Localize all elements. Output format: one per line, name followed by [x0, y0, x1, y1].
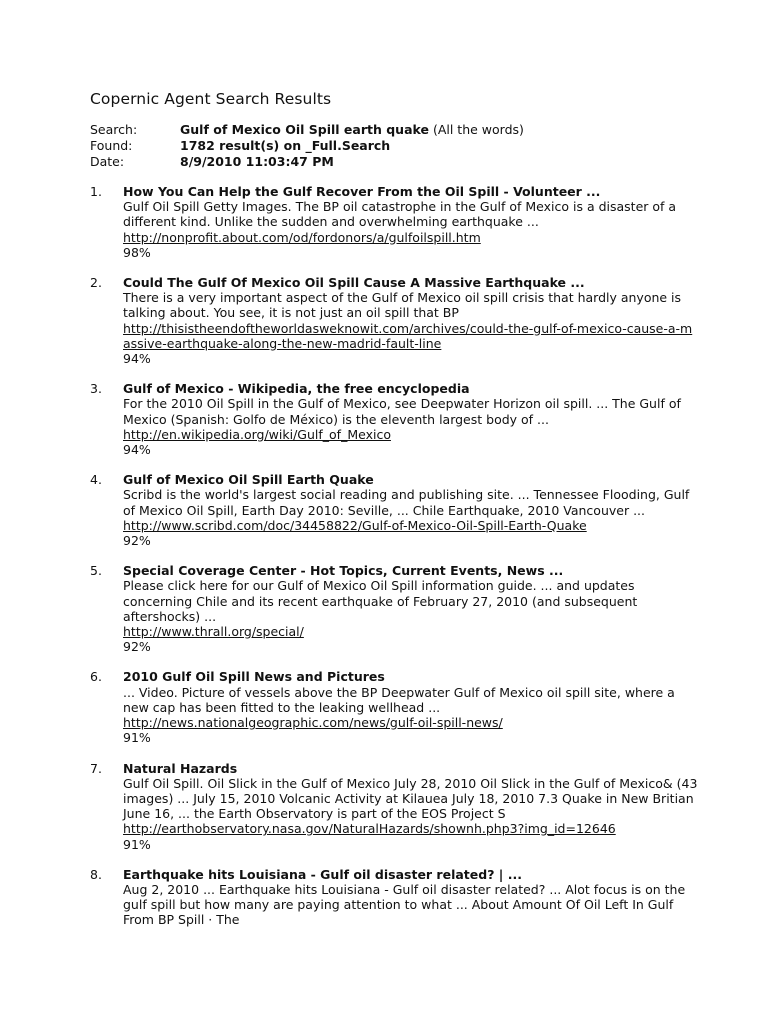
result-number: 3. [90, 381, 102, 397]
result-snippet: Scribd is the world's largest social reading and publishing site. ... Tennessee Flooding, Gulf of Mexico Oil Spill, Earth Day 2010: Seville, ... Chile Earthquake, 2010 Vancouver ... [123, 487, 690, 518]
result-item [90, 669, 698, 745]
result-body [123, 761, 698, 852]
result-url-link[interactable]: http://thisistheendoftheworldasweknowit.com/archives/could-the-gulf-of-mexico-cause-a-massive-earthquake-along-the-new-madrid-fault-line [123, 320, 693, 351]
result-score: 98% [123, 244, 151, 260]
result-item [90, 867, 698, 928]
result-body [123, 563, 698, 654]
result-number: 7. [90, 760, 102, 776]
meta-row-search [90, 122, 698, 138]
result-snippet: Gulf Oil Spill Getty Images. The BP oil catastrophe in the Gulf of Mexico is a disaster of a different kind. Unlike the sudden and overwhelming earthquake ... [123, 199, 677, 230]
result-number: 1. [90, 184, 102, 199]
result-item [90, 381, 698, 457]
result-number: 8. [90, 866, 102, 882]
result-url-link[interactable]: http://en.wikipedia.org/wiki/Gulf_of_Mexico [123, 426, 391, 442]
found-label: Found: [90, 138, 133, 153]
date-label: Date: [90, 154, 125, 169]
result-body [123, 472, 698, 548]
search-mode: (All the words) [432, 122, 524, 137]
result-url-link[interactable]: http://nonprofit.about.com/od/fordonors/a/gulfoilspill.htm [123, 229, 481, 245]
result-title: Earthquake hits Louisiana - Gulf oil disaster related? | ... [123, 866, 522, 882]
result-item [90, 761, 698, 852]
result-score: 92% [123, 639, 151, 655]
result-title: Gulf of Mexico Oil Spill Earth Quake [123, 472, 374, 488]
result-score: 94% [123, 442, 151, 458]
result-snippet: Gulf Oil Spill. Oil Slick in the Gulf of Mexico July 28, 2010 Oil Slick in the Gulf of Mexico& (43 images) ... July 15, 2010 Volcanic Activity at Kilauea July 18, 2010 7.3 Quake in New Britian June 16, ... the Earth Observatory is part of the EOS Project S [123, 775, 698, 822]
result-number: 5. [90, 563, 102, 579]
search-label: Search: [90, 122, 138, 137]
result-url-link[interactable]: http://www.scribd.com/doc/34458822/Gulf-of-Mexico-Oil-Spill-Earth-Quake [123, 517, 587, 533]
date-value-wrap [180, 154, 334, 170]
search-query: Gulf of Mexico Oil Spill earth quake [180, 122, 429, 137]
result-number: 4. [90, 472, 102, 488]
result-title: 2010 Gulf Oil Spill News and Pictures [123, 669, 385, 685]
result-body [123, 669, 698, 745]
search-meta [90, 122, 698, 170]
result-url-link[interactable]: http://news.nationalgeographic.com/news/gulf-oil-spill-news/ [123, 715, 503, 731]
result-score: 91% [123, 836, 151, 852]
result-snippet: Please click here for our Gulf of Mexico Oil Spill information guide. ... and updates concerning Chile and its recent earthquake of February 27, 2010 (and subsequent aftershocks) ... [123, 578, 638, 624]
result-title: Special Coverage Center - Hot Topics, Current Events, News ... [123, 563, 564, 579]
found-value: 1782 result(s) on _Full.Search [180, 138, 391, 153]
result-score: 94% [123, 351, 151, 367]
found-value-wrap [180, 138, 390, 154]
result-snippet: ... Video. Picture of vessels above the BP Deepwater Gulf of Mexico oil spill site, where a new cap has been fitted to the leaking wellhead ... [123, 684, 675, 715]
result-item [90, 275, 698, 366]
meta-row-found [90, 138, 698, 154]
result-title: How You Can Help the Gulf Recover From the Oil Spill - Volunteer ... [123, 184, 601, 199]
result-number: 6. [90, 669, 102, 685]
result-body [123, 275, 698, 366]
result-snippet: Aug 2, 2010 ... Earthquake hits Louisiana - Gulf oil disaster related? ... Alot focus is on the gulf spill but how many are paying attention to what ... About Amount Of Oil Left In Gulf From BP Spill · The [123, 881, 686, 928]
result-body [123, 184, 698, 260]
result-item [90, 184, 698, 260]
result-number: 2. [90, 275, 102, 291]
result-title: Gulf of Mexico - Wikipedia, the free encyclopedia [123, 381, 470, 397]
result-score: 91% [123, 730, 151, 746]
result-title: Natural Hazards [123, 760, 238, 776]
result-item [90, 472, 698, 548]
result-body [123, 381, 698, 457]
result-snippet: For the 2010 Oil Spill in the Gulf of Mexico, see Deepwater Horizon oil spill. ... The Gulf of Mexico (Spanish: Golfo de México) is the eleventh largest body of ... [123, 396, 681, 427]
results-list [90, 184, 698, 928]
date-value: 8/9/2010 11:03:47 PM [180, 154, 334, 169]
result-url-link[interactable]: http://www.thrall.org/special/ [123, 624, 304, 640]
result-url-link[interactable]: http://earthobservatory.nasa.gov/NaturalHazards/shownh.php3?img_id=12646 [123, 821, 616, 837]
result-item [90, 563, 698, 654]
result-title: Could The Gulf Of Mexico Oil Spill Cause A Massive Earthquake ... [123, 275, 585, 291]
meta-row-date [90, 154, 698, 170]
result-body [123, 867, 698, 928]
search-value [180, 122, 524, 138]
result-snippet: There is a very important aspect of the Gulf of Mexico oil spill crisis that hardly anyone is talking about. You see, it is not just an oil spill that BP [123, 290, 682, 321]
page-title: Copernic Agent Search Results [90, 90, 332, 108]
result-score: 92% [123, 533, 151, 549]
